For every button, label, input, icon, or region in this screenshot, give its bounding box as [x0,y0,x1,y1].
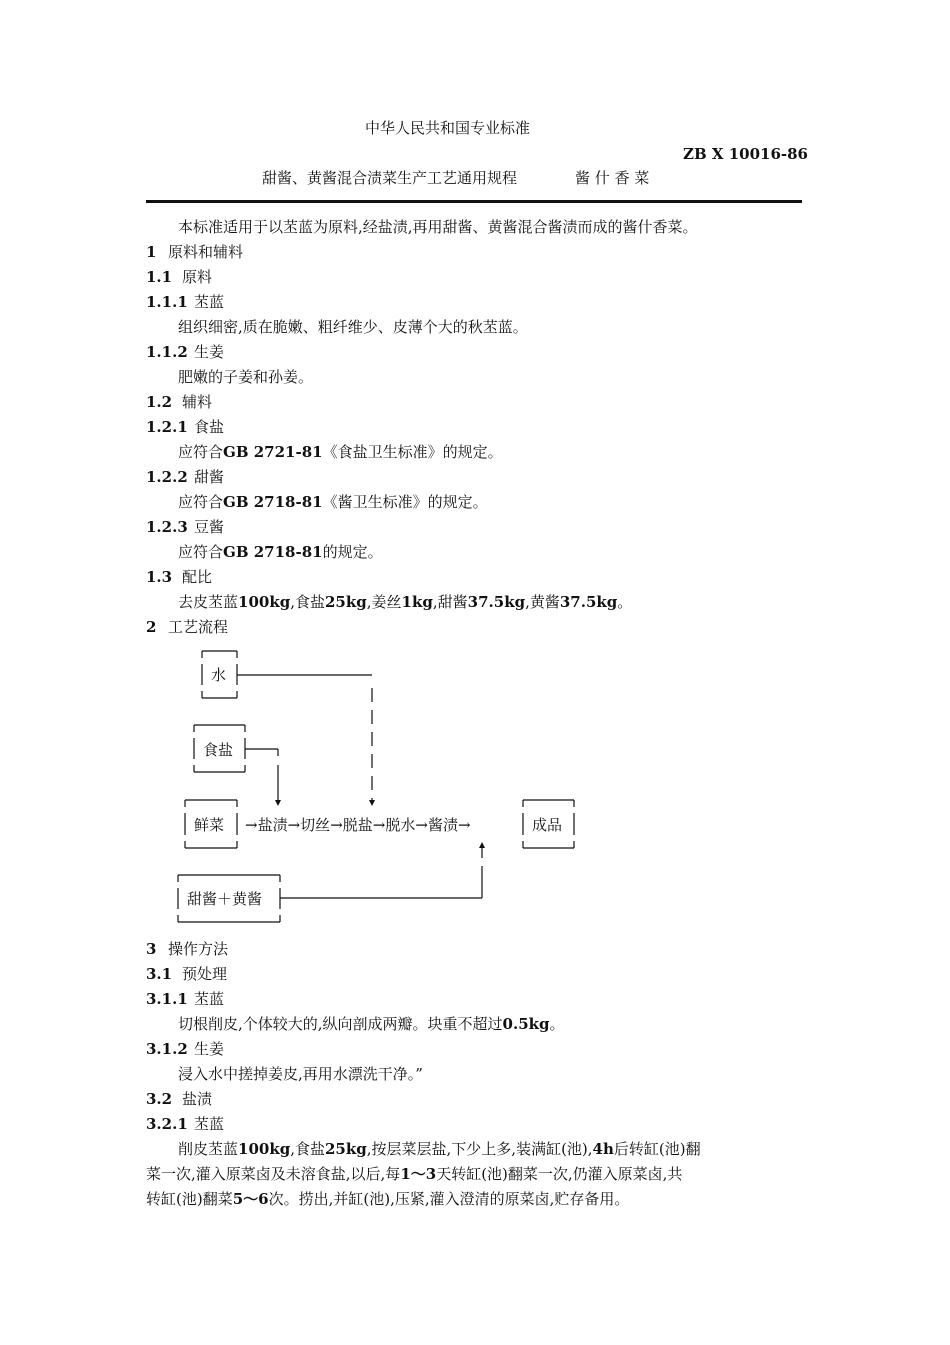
section-number: 1 [146,243,157,261]
section-title: 盐渍 [182,1090,213,1108]
section-title: 生姜 [194,1040,225,1058]
section-title: 甜酱 [194,468,225,486]
flow-step: 脱水 [385,816,416,834]
flow-fresh-label: 鲜菜 [194,816,225,834]
section-number: 1.3 [146,568,173,586]
section-title: 苤蓝 [194,1115,225,1133]
section-title: 原料 [182,268,213,286]
flow-step: 酱渍 [427,816,458,834]
section-title: 预处理 [182,965,228,983]
paragraph-line: 削皮苤蓝100kg,食盐25kg,按层菜层盐,下少上多,装满缸(池),4h后转缸(池)翻 [178,1140,701,1158]
paragraph: 应符合GB 2721-81《食盐卫生标准》的规定。 [178,443,503,461]
paragraph: 应符合GB 2718-81《酱卫生标准》的规定。 [178,493,488,511]
flow-product-label: 成品 [532,816,563,834]
arrow-salt-down [275,800,281,806]
flow-step: 脱盐 [342,816,373,834]
section-title: 原料和辅料 [168,243,244,261]
arrow-sauce-up [479,842,485,848]
section-number: 3.1.1 [146,990,188,1008]
paragraph: 浸入水中搓掉姜皮,再用水漂洗干净。” [178,1065,423,1083]
product-name: 酱 什 香 菜 [575,169,650,187]
intro-text: 本标准适用于以苤蓝为原料,经盐渍,再用甜酱、黄酱混合酱渍而成的酱什香菜。 [178,218,698,236]
paragraph-line: 转缸(池)翻菜5～6次。捞出,并缸(池),压紧,灌入澄清的原菜卤,贮存备用。 [146,1190,630,1208]
section-title: 生姜 [194,343,225,361]
section-number: 1.2.2 [146,468,188,486]
paragraph: 去皮苤蓝100kg,食盐25kg,姜丝1kg,甜酱37.5kg,黄酱37.5kg。 [178,593,633,611]
standard-code: ZB X 10016-86 [683,145,808,163]
paragraph: 切根削皮,个体较大的,纵向剖成两瓣。块重不超过0.5kg。 [178,1015,565,1033]
flow-salt-label: 食盐 [203,741,234,759]
paragraph: 应符合GB 2718-81的规定。 [178,543,383,561]
section-number: 1.2.3 [146,518,188,536]
flow-water-label: 水 [211,666,227,684]
section-title: 苤蓝 [194,990,225,1008]
section-number: 2 [146,618,157,636]
section-number: 3.1.2 [146,1040,188,1058]
section-number: 1.2 [146,393,173,411]
flow-sauce-label: 甜酱＋黄酱 [187,890,263,908]
standard-title: 甜酱、黄酱混合渍菜生产工艺通用规程 [262,169,518,187]
section-number: 3.2 [146,1090,173,1108]
section-number: 1.1.2 [146,343,188,361]
section-title: 食盐 [194,418,225,436]
section-number: 3 [146,940,157,958]
flow-step: 切丝 [300,816,331,834]
section-number: 3.2.1 [146,1115,188,1133]
flow-step: 盐渍 [257,816,288,834]
standard-org: 中华人民共和国专业标准 [365,119,531,137]
section-number: 1.1.1 [146,293,188,311]
section-title: 配比 [182,568,213,586]
section-title: 操作方法 [168,940,229,958]
section-number: 1.1 [146,268,173,286]
paragraph-line: 菜一次,灌入原菜卤及未溶食盐,以后,每1～3天转缸(池)翻菜一次,仍灌入原菜卤,共 [146,1165,683,1183]
section-title: 豆酱 [194,518,225,536]
paragraph: 组织细密,质在脆嫩、粗纤维少、皮薄个大的秋苤蓝。 [178,318,528,336]
flow-steps: →盐渍→切丝→脱盐→脱水→酱渍→ [245,816,471,834]
paragraph: 肥嫩的子姜和孙姜。 [178,368,314,386]
section-number: 3.1 [146,965,173,983]
arrow-water-down [369,800,375,806]
section-title: 工艺流程 [168,618,229,636]
section-title: 辅料 [182,393,213,411]
section-title: 苤蓝 [194,293,225,311]
section-number: 1.2.1 [146,418,188,436]
